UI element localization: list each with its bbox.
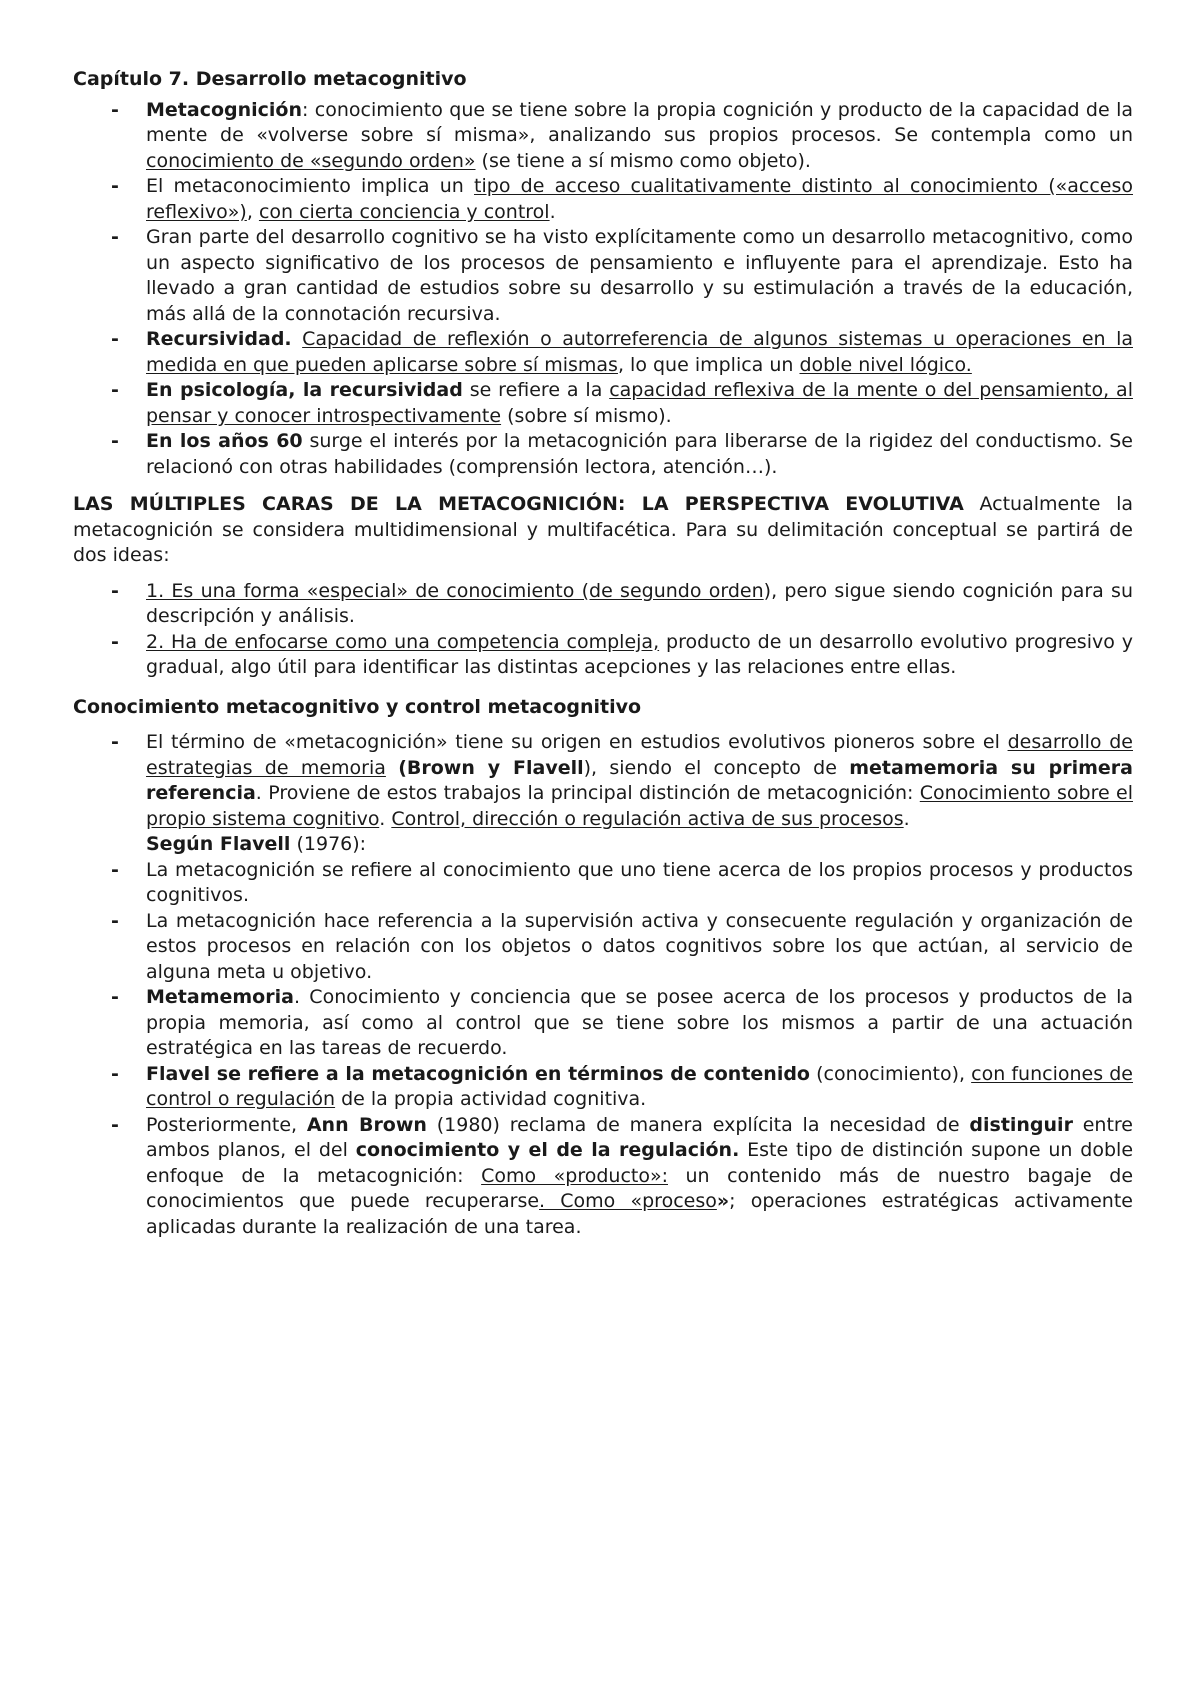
text-run: La metacognición hace referencia a la supervisión activa y consecuente regulación y organización de estos procesos en relación con los objetos o datos cognitivos sobre los que actúan, al servicio de alguna meta u objetivo. — [146, 909, 1133, 983]
text-run: (1980) reclama de manera explícita la necesidad de — [426, 1113, 970, 1136]
list-item — [73, 730, 1133, 832]
text-run: Gran parte del desarrollo cognitivo se ha visto explícitamente como un desarrollo metacognitivo, como un aspecto significativo de los procesos de pensamiento e influyente para el aprendizaje. Esto ha llevado a gran cantidad de estudios sobre su desarrollo y su estimulación a través de la educación, más allá de la connotación recursiva. — [146, 226, 1133, 325]
list-item — [73, 378, 1133, 429]
text-run: ), pero sigue siendo cognición para su descripción y análisis. — [146, 579, 1134, 627]
text-run: . — [379, 807, 392, 830]
text-run: . Conocimiento y conciencia que se posee acerca de los procesos y productos de la propia memoria, así como al control que se tiene sobre los mismos a partir de una actuación estratégica en las tareas de recuerdo. — [146, 986, 1133, 1059]
underlined-text: Capacidad de reflexión o autorreferencia de algunos sistemas u operaciones en la medida en que pueden aplicarse sobre sí mismas — [146, 328, 1133, 376]
bold-text: Según Flavell — [146, 833, 291, 855]
text-run: , lo que implica un — [617, 353, 800, 376]
text-run: de la propia actividad cognitiva. — [335, 1088, 647, 1110]
underlined-text: Control, dirección o regulación activa de sus procesos — [391, 807, 904, 830]
list-item — [73, 909, 1133, 986]
text-run: , — [246, 200, 259, 223]
text-run: : conocimiento que se tiene sobre la propia cognición y producto de la capacidad de la mente de «volverse sobre sí misma», analizando sus propios procesos. Se contempla como un — [146, 98, 1133, 146]
underlined-text: 2. Ha de enfocarse como una competencia compleja, — [146, 630, 660, 653]
list-item — [73, 985, 1133, 1062]
knowledge-control-list — [73, 730, 1133, 1240]
list-item — [73, 327, 1133, 378]
text-run: Posteriormente, — [146, 1113, 307, 1136]
text-run — [386, 757, 398, 779]
underlined-text: doble nivel lógico. — [799, 353, 972, 376]
text-run: se refiere a la — [462, 379, 610, 401]
underlined-text: desarrollo de estrategias de memoria — [146, 731, 1133, 779]
text-run: (sobre sí mismo). — [501, 404, 672, 427]
text-run: un contenido más de nuestro bagaje de conocimientos que puede recuperarse — [146, 1164, 1134, 1212]
text-run: surge el interés por la metacognición para liberarse de la rigidez del conductismo. Se relacionó con otras habilidades (comprensión lectora, atención…). — [146, 430, 1133, 478]
underlined-text: Como «producto»: — [481, 1164, 668, 1187]
text-run: El término de «metacognición» tiene su origen en estudios evolutivos pioneros sobre el — [146, 731, 1008, 753]
bold-text: conocimiento y el de la regulación. — [355, 1139, 740, 1161]
ideas-list — [73, 579, 1133, 681]
bold-text: Recursividad. — [146, 328, 292, 350]
text-run: . — [903, 807, 910, 830]
list-item — [73, 225, 1133, 327]
text-run — [292, 328, 303, 350]
list-item — [73, 1062, 1133, 1113]
document-page — [73, 67, 1133, 1240]
list-item — [73, 579, 1133, 630]
text-run: producto de un desarrollo evolutivo progresivo y gradual, algo útil para identificar las distintas acepciones y las relaciones entre ellas. — [146, 630, 1133, 678]
underlined-text: . Como «proceso — [539, 1190, 717, 1212]
underlined-text: con cierta conciencia y control — [258, 200, 550, 223]
bold-text: Metacognición — [146, 98, 303, 121]
list-item — [73, 429, 1133, 480]
underlined-text: 1. Es una forma «especial» de conocimiento (de segundo orden — [146, 579, 764, 602]
text-run: Este tipo de distinción supone un doble enfoque de la metacognición: — [146, 1139, 1134, 1187]
bold-text: En los años 60 — [146, 430, 303, 452]
underlined-text: Conocimiento sobre el propio sistema cognitivo — [146, 782, 1133, 830]
text-run: ), siendo el concepto de — [583, 756, 850, 779]
bold-text: Metamemoria — [146, 986, 294, 1008]
bold-text: (Brown y Flavell — [398, 756, 584, 779]
text-run: Actualmente la metacognición se considera multidimensional y multifacética. Para su delimitación conceptual se partirá de dos ideas: — [73, 493, 1133, 566]
list-item — [73, 1113, 1133, 1241]
definitions-list — [73, 98, 1133, 481]
underlined-text: capacidad reflexiva de la mente o del pensamiento, al pensar y conocer introspectivamente — [146, 379, 1133, 427]
list-item — [73, 174, 1133, 225]
text-run: (se tiene a sí mismo como objeto). — [475, 149, 811, 172]
text-run: entre ambos planos, el del — [146, 1113, 1134, 1161]
section-heading: Conocimiento metacognitivo y control metacognitivo — [73, 695, 642, 718]
text-run: La metacognición se refiere al conocimiento que uno tiene acerca de los propios procesos y productos cognitivos. — [146, 858, 1133, 906]
bold-text: » — [716, 1190, 730, 1212]
bold-text: LAS MÚLTIPLES CARAS DE LA METACOGNICIÓN: LA PERSPECTIVA EVOLUTIVA — [73, 493, 964, 515]
list-item — [73, 98, 1133, 175]
bold-text: En psicología, la recursividad — [146, 379, 463, 401]
bold-text: distinguir — [969, 1113, 1073, 1136]
text-run: (conocimiento), — [809, 1062, 972, 1085]
text-run: . Proviene de estos trabajos la principal distinción de metacognición: — [255, 782, 920, 804]
text-run: El metaconocimiento implica un — [146, 175, 475, 197]
section-intro-paragraph — [73, 492, 1133, 569]
list-item — [73, 630, 1133, 681]
list-item — [73, 858, 1133, 909]
bold-text: Ann Brown — [306, 1113, 427, 1136]
text-run: . — [549, 200, 556, 223]
underlined-text: tipo de acceso cualitativamente distinto al conocimiento («acceso reflexivo») — [146, 175, 1133, 223]
text-run: (1976): — [290, 833, 367, 855]
bold-text: metamemoria su primera referencia — [146, 756, 1133, 804]
text-run: ; operaciones estratégicas activamente aplicadas durante la realización de una tarea. — [146, 1190, 1133, 1238]
underlined-text: conocimiento de «segundo orden» — [146, 149, 476, 172]
chapter-title: Capítulo 7. Desarrollo metacognitivo — [73, 68, 467, 90]
flavell-subheading — [73, 832, 1133, 858]
bold-text: Flavel se refiere a la metacognición en términos de contenido — [146, 1062, 810, 1085]
underlined-text: con funciones de control o regulación — [146, 1062, 1133, 1110]
